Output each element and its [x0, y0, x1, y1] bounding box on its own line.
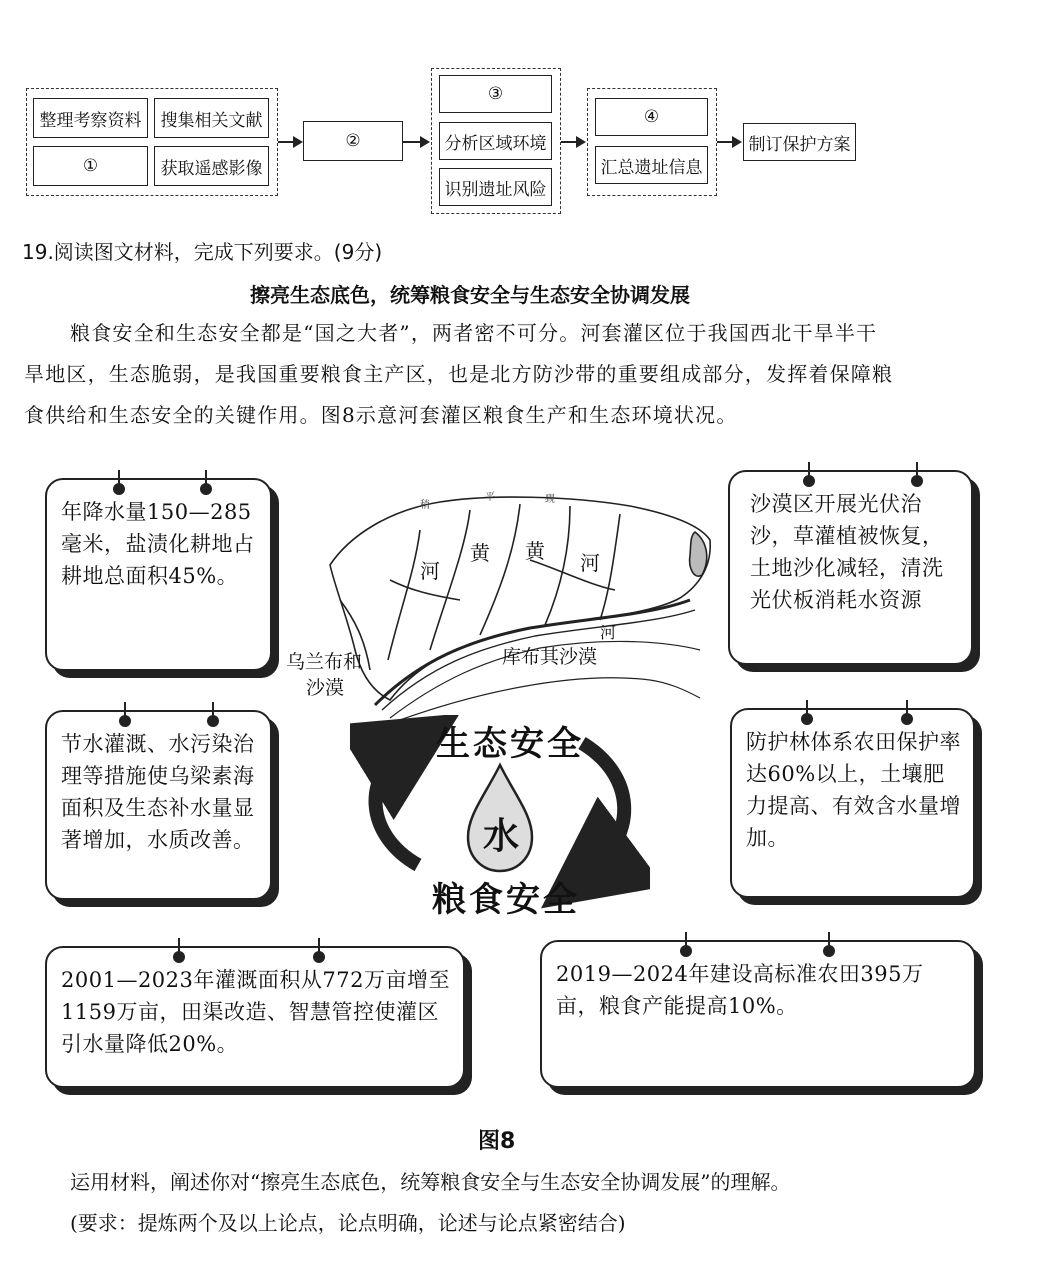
flow-box-1: ①: [33, 146, 148, 186]
map-label-kubuqi: 库布其沙漠: [502, 646, 598, 668]
task-instruction: 运用材料，阐述你对“擦亮生态底色，统筹粮食安全与生态安全协调发展”的理解。: [70, 1170, 791, 1194]
canal: [480, 504, 520, 635]
flow-box-identify-risk: 识别遗址风险: [439, 168, 552, 206]
info-card-photovoltaic: [728, 470, 973, 665]
cycle-arrow-right: [582, 743, 624, 875]
map-label-top: 平: [485, 492, 495, 503]
flow-arrowhead: [293, 136, 303, 148]
canal: [600, 514, 620, 620]
cycle-label-ecology: 生态安全: [436, 724, 584, 764]
flow-arrowhead: [420, 136, 430, 148]
flow-arrow-line: [561, 141, 577, 143]
question-paragraph-line-1: 粮食安全和生态安全都是“国之大者”，两者密不可分。河套灌区位于我国西北干旱半干: [70, 321, 878, 345]
binder-ring: [680, 945, 692, 957]
river-bottom: [400, 678, 700, 720]
flow-box-3: ③: [439, 75, 552, 113]
binder-ring: [823, 945, 835, 957]
hetao-map: [270, 470, 720, 720]
binder-ring: [173, 951, 185, 963]
binder-ring: [911, 475, 923, 487]
water-label: 水: [483, 815, 520, 857]
flow-arrow-line: [717, 141, 733, 143]
flow-box-remote-image: 获取遥感影像: [154, 146, 269, 186]
binder-ring: [119, 715, 131, 727]
info-card-text: 节水灌溉、水污染治理等措施使乌梁素海面积及生态补水量显著增加，水质改善。: [61, 732, 255, 852]
canal: [545, 506, 570, 625]
flow-box-4: ④: [595, 98, 708, 136]
map-label-huang: 黄: [470, 541, 490, 565]
map-label-huang: 黄: [525, 539, 545, 563]
flow-box-summary: 汇总遗址信息: [595, 146, 708, 184]
info-card-text: 年降水量150—285毫米，盐渍化耕地占耕地总面积45%。: [61, 500, 255, 588]
binder-ring: [207, 715, 219, 727]
cycle-label-food: 粮食安全: [432, 880, 580, 920]
map-label-river: 河: [600, 623, 617, 642]
info-card-text: 防护林体系农田保护率达60%以上，土壤肥力提高、有效含水量增加。: [746, 730, 961, 850]
figure-caption: 图8: [478, 1129, 516, 1154]
map-label-ulan-buh: 沙漠: [306, 677, 345, 699]
map-label-he: 河: [420, 559, 440, 583]
binder-ring: [113, 483, 125, 495]
flow-box-2: ②: [303, 121, 403, 161]
binder-ring: [200, 483, 212, 495]
info-card-water-saving: [45, 710, 272, 900]
info-card-farmland: [540, 940, 976, 1088]
lake-wuliangsuhai: [690, 532, 707, 576]
cycle-arrow-left: [376, 743, 418, 865]
question-heading: 19.阅读图文材料，完成下列要求。(9分): [22, 240, 383, 264]
question-title: 擦亮生态底色，统筹粮食安全与生态安全协调发展: [250, 283, 690, 307]
flow-arrow-line: [278, 141, 294, 143]
map-outline: [330, 497, 710, 700]
flow-arrowhead: [732, 136, 742, 148]
question-paragraph-line-3: 食供给和生态安全的关键作用。图8示意河套灌区粮食生产和生态环境状况。: [24, 403, 738, 427]
binder-ring: [901, 713, 913, 725]
question-paragraph-line-2: 旱地区，生态脆弱，是我国重要粮食主产区，也是北方防沙带的重要组成部分，发挥着保障粮: [24, 362, 894, 386]
flow-arrowhead: [576, 136, 586, 148]
binder-ring: [801, 713, 813, 725]
flow-box-make-plan: 制订保护方案: [743, 123, 856, 161]
info-card-text: 沙漠区开展光伏治沙，草灌植被恢复，土地沙化减轻，清洗光伏板消耗水资源: [750, 492, 944, 612]
flow-box-collect-data: 整理考察资料: [33, 98, 148, 138]
info-card-text: 2001—2023年灌溉面积从772万亩增至1159万亩，田渠改造、智慧管控使灌区引水量降低20%。: [61, 968, 450, 1056]
binder-ring: [803, 475, 815, 487]
map-label-top: 稍: [420, 500, 430, 511]
info-card-shelterbelt: [730, 708, 975, 898]
info-card-text: 2019—2024年建设高标准农田395万亩，粮食产能提高10%。: [556, 962, 924, 1018]
flow-arrow-line: [403, 141, 421, 143]
flow-box-analyze-region: 分析区域环境: [439, 122, 552, 160]
map-label-he: 河: [580, 551, 600, 575]
map-label-ulan-buh: 乌兰布和: [286, 651, 363, 673]
info-card-precipitation: [45, 478, 272, 671]
binder-ring: [313, 951, 325, 963]
canal: [530, 560, 615, 590]
map-label-top: 觋: [545, 494, 555, 505]
info-card-irrigation-area: [45, 946, 465, 1088]
canal: [388, 530, 420, 660]
task-requirement: (要求：提炼两个及以上论点，论点明确，论述与论点紧密结合): [70, 1211, 626, 1235]
flow-box-search-literature: 搜集相关文献: [154, 98, 269, 138]
